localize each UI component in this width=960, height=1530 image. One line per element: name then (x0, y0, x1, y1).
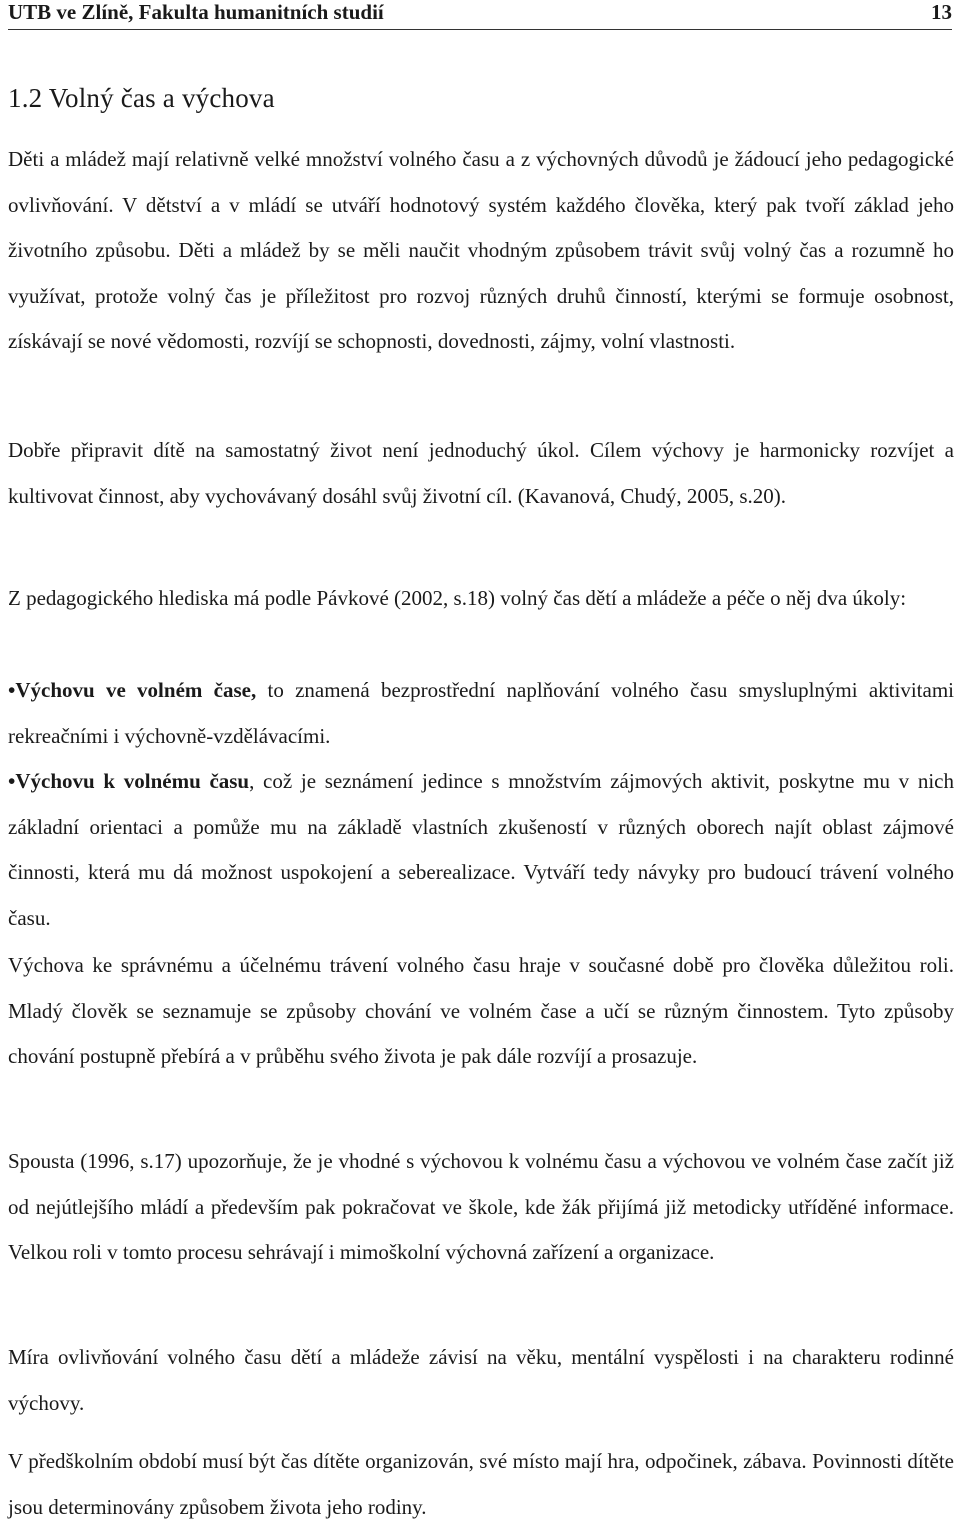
paragraph-influence: Míra ovlivňování volného času dětí a mládeže závisí na věku, mentální vyspělosti i na charakteru rodinné výchovy. (8, 1345, 954, 1415)
bullet-icon: • (8, 678, 16, 702)
header-title: UTB ve Zlíně, Fakulta humanitních studií (8, 0, 384, 24)
paragraph-intro: Děti a mládež mají relativně velké množství volného času a z výchovných důvodů je žádoucí jeho pedagogické ovlivňování. V dětství a v mládí se utváří hodnotový systém každého člověka, který pak tvoří základ jeho životního způsobu. Děti a mládež by se měli naučit vhodným způsobem trávit svůj volný čas a rozumně ho využívat, protože volný čas je příležitost pro rozvoj různých druhů činností, kterými se formuje osobnost, získávají se nové vědomosti, rozvíjí se schopnosti, dovednosti, zájmy, volní vlastnosti. (8, 147, 954, 353)
paragraph-goals: Dobře připravit dítě na samostatný život není jednoduchý úkol. Cílem výchovy je harmonicky rozvíjet a kultivovat činnost, aby vychovávaný dosáhl svůj životní cíl. (Kavanová, Chudý, 2005, s.20). (8, 438, 954, 508)
page-header (8, 0, 952, 30)
section-heading: 1.2 Volný čas a výchova (8, 83, 275, 113)
bullet-item-education-for-leisure (8, 759, 954, 941)
paragraph-tasks: Z pedagogického hlediska má podle Pávkové (2002, s.18) volný čas dětí a mládeže a péče o něj dva úkoly: (8, 586, 907, 610)
paragraph-importance: Výchova ke správnému a účelnému trávení volného času hraje v současné době pro člověka důležitou roli. Mladý člověk se seznamuje se způsoby chování ve volném čase a učí se různým činnostem. Tyto způsoby chování postupně přebírá a v průběhu svého života je pak dále rozvíjí a prosazuje. (8, 953, 954, 1068)
paragraph-spousta: Spousta (1996, s.17) upozorňuje, že je vhodné s výchovou k volnému času a výchovou ve volném čase začít již od nejútlejšího mládí a především pak pokračovat ve škole, kde žák přijímá již metodicky utříděné informace. Velkou roli v tomto procesu sehrávají i mimoškolní výchovná zařízení a organizace. (8, 1149, 954, 1264)
bullet-term: Výchovu ve volném čase, (15, 678, 257, 702)
bullet-text: to znamená bezprostřední naplňování volného času smysluplnými aktivitami rekreačními i výchovně-vzdělávacími. (8, 678, 955, 748)
paragraph-preschool: V předškolním období musí být čas dítěte organizován, své místo mají hra, odpočinek, zábava. Povinnosti dítěte jsou determinovány způsobem života jeho rodiny. (8, 1449, 954, 1519)
bullet-icon: • (8, 769, 16, 793)
bullet-term: Výchovu k volnému času (15, 769, 250, 793)
bullet-item-leisure-education (8, 668, 954, 759)
bullet-text: , což je seznámení jedince s množstvím zájmových aktivit, poskytne mu v nich základní orientaci a pomůže mu na základě vlastních zkušeností v různých oborech najít oblast zájmové činnosti, která mu dá možnost uspokojení a seberealizace. Vytváří tedy návyky pro budoucí trávení volného času. (8, 769, 955, 930)
page-number: 13 (931, 0, 952, 24)
